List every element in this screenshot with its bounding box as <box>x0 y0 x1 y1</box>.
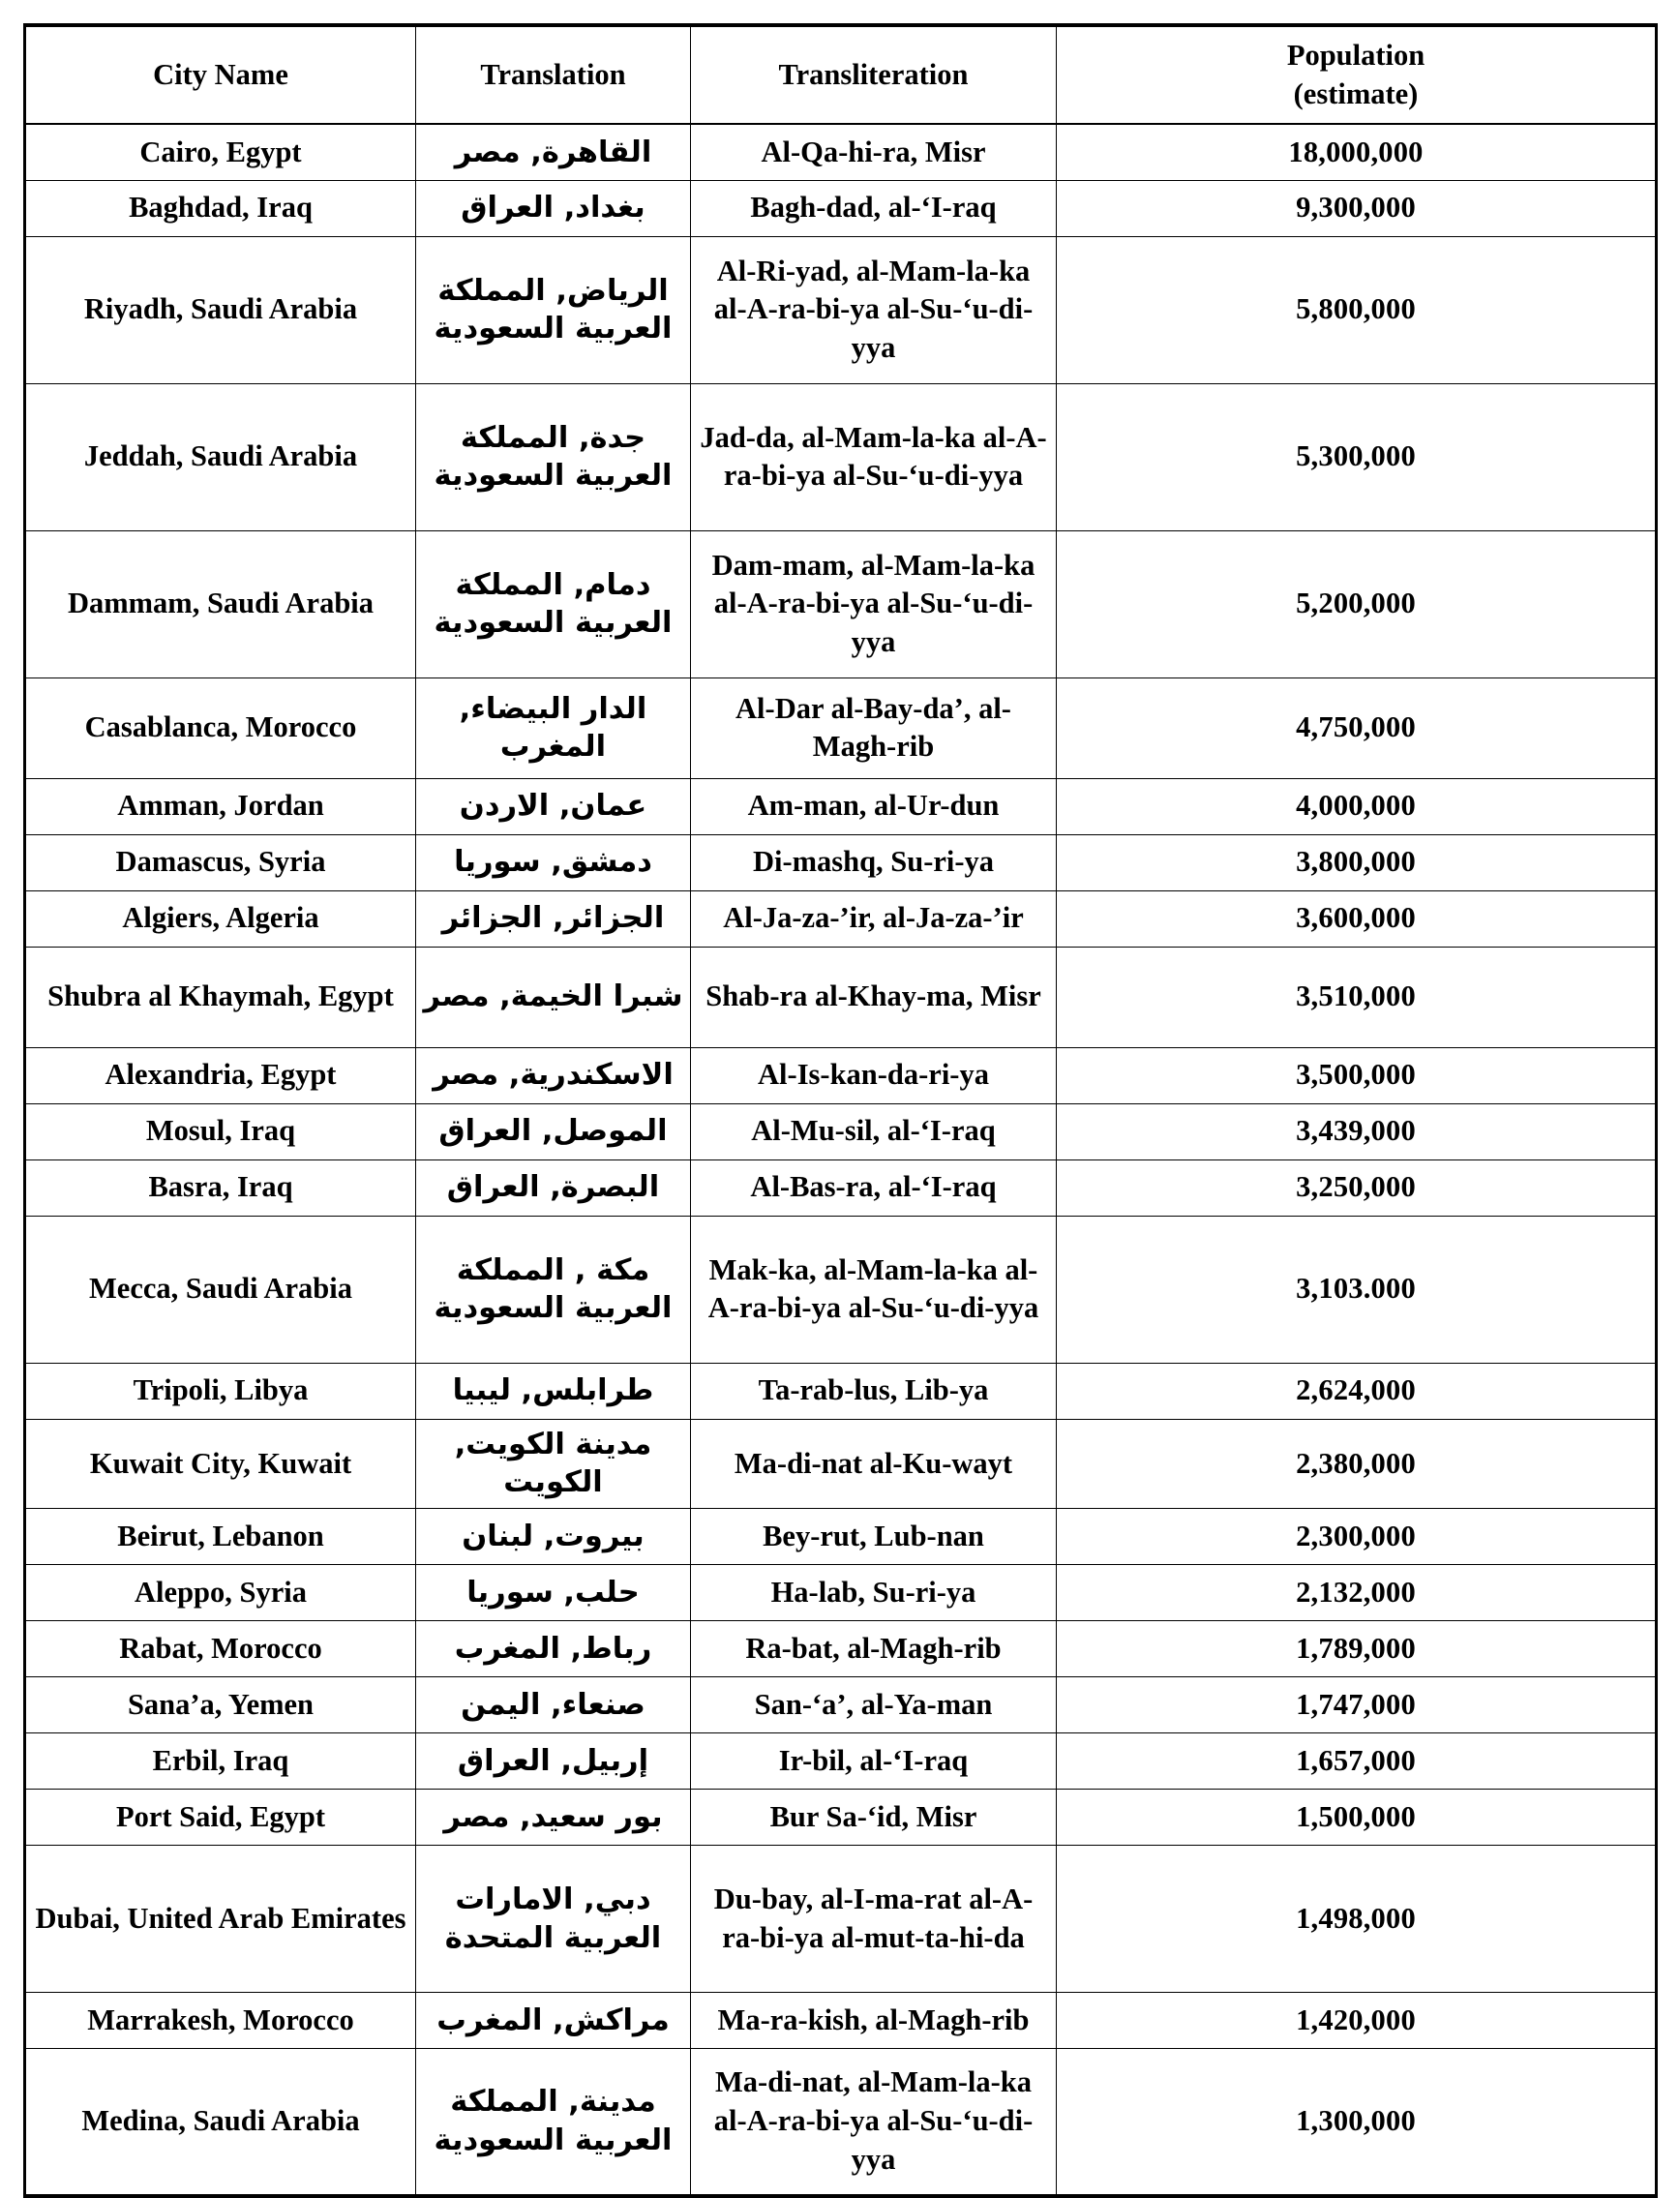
cell-population: 3,600,000 <box>1057 890 1657 947</box>
table-row <box>25 1677 1657 1733</box>
cell-translation: بيروت, لبنان <box>416 1509 691 1565</box>
cell-population: 18,000,000 <box>1057 124 1657 180</box>
cell-population: 3,103.000 <box>1057 1216 1657 1363</box>
cell-translation: دبي, الامارات العربية المتحدة <box>416 1846 691 1993</box>
cell-transliteration: Am-man, al-Ur-dun <box>691 778 1057 834</box>
column-header-population-line1: Population <box>1286 39 1425 72</box>
cell-transliteration: Al-Dar al-Bay-da’, al-Magh-rib <box>691 677 1057 778</box>
cell-population: 9,300,000 <box>1057 180 1657 236</box>
table-row <box>25 2049 1657 2196</box>
cell-population: 1,300,000 <box>1057 2049 1657 2196</box>
cell-city-name: Medina, Saudi Arabia <box>25 2049 416 2196</box>
cell-transliteration: Ra-bat, al-Magh-rib <box>691 1621 1057 1677</box>
cell-population: 1,747,000 <box>1057 1677 1657 1733</box>
cell-city-name: Alexandria, Egypt <box>25 1047 416 1103</box>
table-row <box>25 834 1657 890</box>
table-row <box>25 1103 1657 1159</box>
cell-population: 4,000,000 <box>1057 778 1657 834</box>
cell-translation: بغداد, العراق <box>416 180 691 236</box>
cell-translation: رباط, المغرب <box>416 1621 691 1677</box>
table-row <box>25 890 1657 947</box>
cell-city-name: Cairo, Egypt <box>25 124 416 180</box>
cell-city-name: Riyadh, Saudi Arabia <box>25 236 416 383</box>
column-header-population-line2: (estimate) <box>1293 76 1419 110</box>
cell-transliteration: Ma-di-nat al-Ku-wayt <box>691 1419 1057 1508</box>
cell-city-name: Mosul, Iraq <box>25 1103 416 1159</box>
cell-population: 3,510,000 <box>1057 947 1657 1047</box>
table-row <box>25 1733 1657 1790</box>
cell-translation: مدينة الكويت, الكويت <box>416 1419 691 1508</box>
cell-city-name: Dubai, United Arab Emirates <box>25 1846 416 1993</box>
cell-transliteration: Bur Sa-‘id, Misr <box>691 1790 1057 1846</box>
table-row <box>25 530 1657 677</box>
cell-population: 1,420,000 <box>1057 1993 1657 2049</box>
cell-transliteration: Al-Is-kan-da-ri-ya <box>691 1047 1057 1103</box>
cell-transliteration: Bagh-dad, al-‘I-raq <box>691 180 1057 236</box>
cell-population: 3,500,000 <box>1057 1047 1657 1103</box>
cell-translation: الجزائر, الجزائر <box>416 890 691 947</box>
cell-city-name: Damascus, Syria <box>25 834 416 890</box>
table-row <box>25 236 1657 383</box>
cell-transliteration: Al-Ja-za-’ir, al-Ja-za-’ir <box>691 890 1057 947</box>
cell-city-name: Algiers, Algeria <box>25 890 416 947</box>
cell-city-name: Shubra al Khaymah, Egypt <box>25 947 416 1047</box>
cell-translation: الدار البيضاء, المغرب <box>416 677 691 778</box>
table-header <box>25 25 1657 124</box>
table-row <box>25 1047 1657 1103</box>
cell-translation: شبرا الخيمة, مصر <box>416 947 691 1047</box>
cell-translation: دمشق, سوريا <box>416 834 691 890</box>
cell-population: 5,200,000 <box>1057 530 1657 677</box>
table-row <box>25 180 1657 236</box>
column-header-city-name: City Name <box>25 25 416 124</box>
cell-translation: مكة , المملكة العربية السعودية <box>416 1216 691 1363</box>
column-header-transliteration: Transliteration <box>691 25 1057 124</box>
cell-population: 4,750,000 <box>1057 677 1657 778</box>
cell-translation: إربيل, العراق <box>416 1733 691 1790</box>
cell-translation: مراكش, المغرب <box>416 1993 691 2049</box>
cell-city-name: Erbil, Iraq <box>25 1733 416 1790</box>
cell-population: 1,657,000 <box>1057 1733 1657 1790</box>
cell-translation: البصرة, العراق <box>416 1159 691 1216</box>
table-header-row <box>25 25 1657 124</box>
cell-transliteration: Ma-di-nat, al-Mam-la-ka al-A-ra-bi-ya al-Su-‘u-di-yya <box>691 2049 1057 2196</box>
cell-population: 2,132,000 <box>1057 1565 1657 1621</box>
cell-city-name: Aleppo, Syria <box>25 1565 416 1621</box>
cell-city-name: Sana’a, Yemen <box>25 1677 416 1733</box>
cell-translation: بور سعيد, مصر <box>416 1790 691 1846</box>
cell-city-name: Mecca, Saudi Arabia <box>25 1216 416 1363</box>
cell-city-name: Casablanca, Morocco <box>25 677 416 778</box>
table-row <box>25 1846 1657 1993</box>
table-row <box>25 124 1657 180</box>
cell-translation: جدة, المملكة العربية السعودية <box>416 383 691 530</box>
table-row <box>25 383 1657 530</box>
cell-transliteration: Al-Mu-sil, al-‘I-raq <box>691 1103 1057 1159</box>
table-row <box>25 1993 1657 2049</box>
cell-translation: دمام, المملكة العربية السعودية <box>416 530 691 677</box>
cell-city-name: Beirut, Lebanon <box>25 1509 416 1565</box>
cell-transliteration: Ta-rab-lus, Lib-ya <box>691 1363 1057 1419</box>
cell-transliteration: Ir-bil, al-‘I-raq <box>691 1733 1057 1790</box>
table-row <box>25 1790 1657 1846</box>
table-row <box>25 1621 1657 1677</box>
cell-city-name: Dammam, Saudi Arabia <box>25 530 416 677</box>
cell-city-name: Marrakesh, Morocco <box>25 1993 416 2049</box>
cell-population: 3,800,000 <box>1057 834 1657 890</box>
table-row <box>25 1565 1657 1621</box>
cell-translation: صنعاء, اليمن <box>416 1677 691 1733</box>
cell-population: 1,789,000 <box>1057 1621 1657 1677</box>
cell-population: 3,250,000 <box>1057 1159 1657 1216</box>
cell-city-name: Basra, Iraq <box>25 1159 416 1216</box>
cell-transliteration: Al-Bas-ra, al-‘I-raq <box>691 1159 1057 1216</box>
cell-population: 3,439,000 <box>1057 1103 1657 1159</box>
cell-translation: الاسكندرية, مصر <box>416 1047 691 1103</box>
cell-population: 2,380,000 <box>1057 1419 1657 1508</box>
cell-transliteration: Ma-ra-kish, al-Magh-rib <box>691 1993 1057 2049</box>
cell-transliteration: Mak-ka, al-Mam-la-ka al-A-ra-bi-ya al-Su-‘u-di-yya <box>691 1216 1057 1363</box>
cell-city-name: Kuwait City, Kuwait <box>25 1419 416 1508</box>
cell-population: 1,500,000 <box>1057 1790 1657 1846</box>
cell-transliteration: Ha-lab, Su-ri-ya <box>691 1565 1057 1621</box>
table-row <box>25 1509 1657 1565</box>
cell-transliteration: Al-Qa-hi-ra, Misr <box>691 124 1057 180</box>
cell-transliteration: Shab-ra al-Khay-ma, Misr <box>691 947 1057 1047</box>
cell-transliteration: Al-Ri-yad, al-Mam-la-ka al-A-ra-bi-ya al-Su-‘u-di-yya <box>691 236 1057 383</box>
table-row <box>25 677 1657 778</box>
column-header-translation: Translation <box>416 25 691 124</box>
table-row <box>25 947 1657 1047</box>
cell-population: 5,300,000 <box>1057 383 1657 530</box>
cell-translation: الرياض, المملكة العربية السعودية <box>416 236 691 383</box>
cell-transliteration: Di-mashq, Su-ri-ya <box>691 834 1057 890</box>
cell-population: 2,300,000 <box>1057 1509 1657 1565</box>
table-row <box>25 1159 1657 1216</box>
cell-translation: عمان, الاردن <box>416 778 691 834</box>
table-row <box>25 778 1657 834</box>
cell-population: 5,800,000 <box>1057 236 1657 383</box>
cell-city-name: Rabat, Morocco <box>25 1621 416 1677</box>
cell-city-name: Port Said, Egypt <box>25 1790 416 1846</box>
cell-city-name: Amman, Jordan <box>25 778 416 834</box>
cell-translation: القاهرة, مصر <box>416 124 691 180</box>
cell-translation: مدينة, المملكة العربية السعودية <box>416 2049 691 2196</box>
cell-city-name: Jeddah, Saudi Arabia <box>25 383 416 530</box>
cell-translation: حلب, سوريا <box>416 1565 691 1621</box>
cell-transliteration: Du-bay, al-I-ma-rat al-A-ra-bi-ya al-mut-ta-hi-da <box>691 1846 1057 1993</box>
cell-translation: الموصل, العراق <box>416 1103 691 1159</box>
arabic-cities-table <box>23 23 1658 2198</box>
cell-transliteration: Bey-rut, Lub-nan <box>691 1509 1057 1565</box>
table-row <box>25 1419 1657 1508</box>
table-row <box>25 1363 1657 1419</box>
cell-city-name: Tripoli, Libya <box>25 1363 416 1419</box>
table-row <box>25 1216 1657 1363</box>
cell-transliteration: San-‘a’, al-Ya-man <box>691 1677 1057 1733</box>
cell-population: 1,498,000 <box>1057 1846 1657 1993</box>
cell-population: 2,624,000 <box>1057 1363 1657 1419</box>
cell-city-name: Baghdad, Iraq <box>25 180 416 236</box>
cell-translation: طرابلس, ليبيا <box>416 1363 691 1419</box>
cell-transliteration: Dam-mam, al-Mam-la-ka al-A-ra-bi-ya al-Su-‘u-di-yya <box>691 530 1057 677</box>
column-header-population <box>1057 25 1657 124</box>
table-body <box>25 124 1657 2195</box>
cell-transliteration: Jad-da, al-Mam-la-ka al-A-ra-bi-ya al-Su-‘u-di-yya <box>691 383 1057 530</box>
